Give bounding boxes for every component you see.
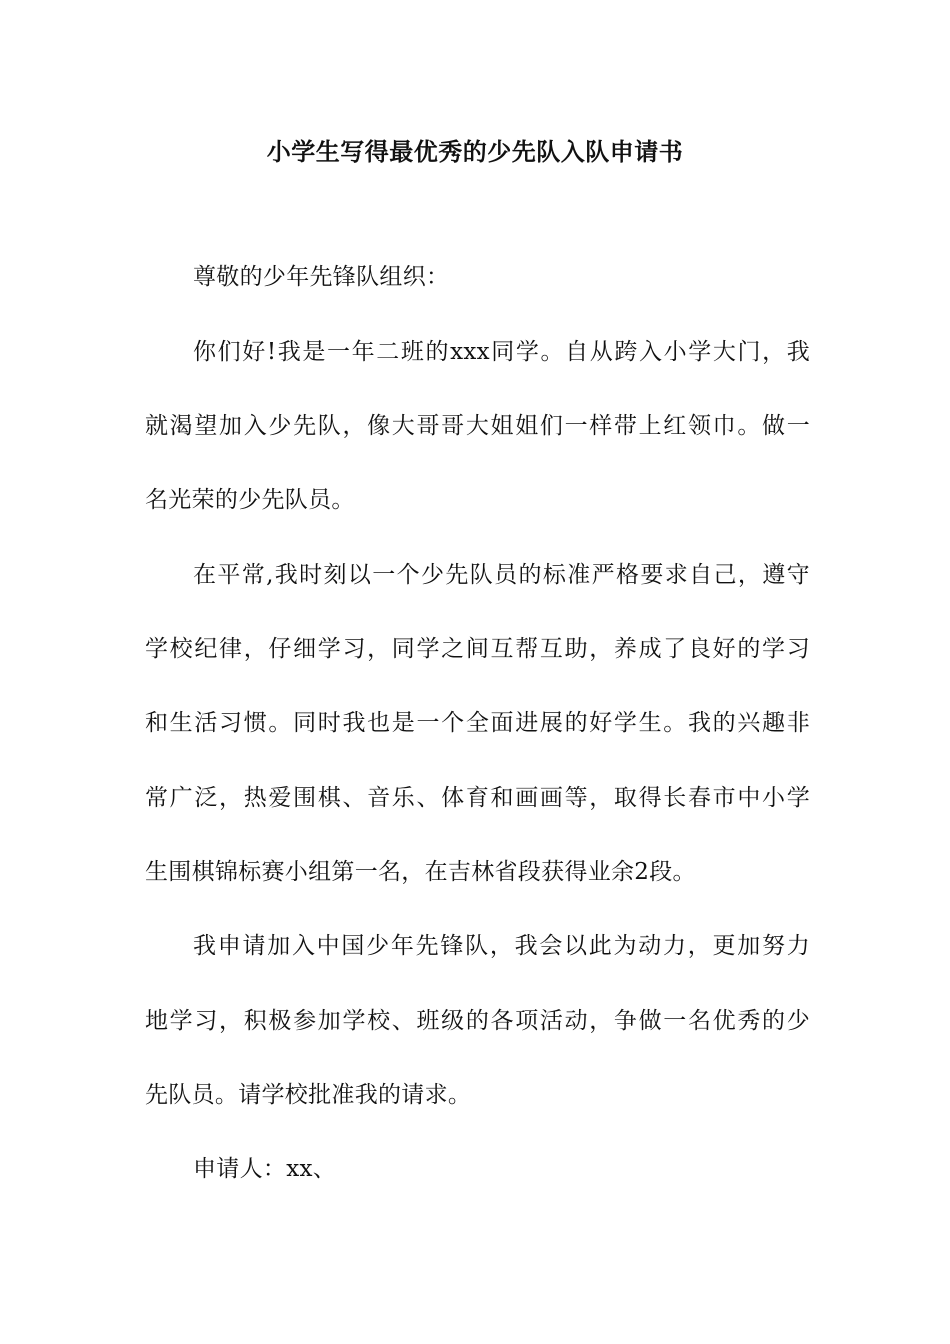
paragraph-1-line-2: 就渴望加入少先队，像大哥哥大姐姐们一样带上红领巾。做一 [145,413,810,439]
paragraph-3-line-2: 地学习，积极参加学校、班级的各项活动，争做一名优秀的少 [145,1008,810,1034]
salutation: 尊敬的少年先锋队组织： [193,264,450,290]
paragraph-2-line-3: 和生活习惯。同时我也是一个全面进展的好学生。我的兴趣非 [145,710,810,736]
paragraph-2-line-2: 学校纪律，仔细学习，同学之间互帮互助，养成了良好的学习 [145,636,810,662]
document-title: 小学生写得最优秀的少先队入队申请书 [266,138,684,166]
paragraph-1-line-3: 名光荣的少先队员。 [145,487,355,513]
paragraph-3-line-3: 先队员。请学校批准我的请求。 [145,1082,472,1108]
paragraph-3-line-1: 我申请加入中国少年先锋队，我会以此为动力，更加努力 [193,933,810,959]
paragraph-2-line-5: 生围棋锦标赛小组第一名，在吉林省段获得业余2段。 [145,859,696,885]
paragraph-2-line-4: 常广泛，热爱围棋、音乐、体育和画画等，取得长春市中小学 [145,785,810,811]
applicant-signature: 申请人：xx、 [193,1156,337,1182]
paragraph-1-line-1: 你们好!我是一年二班的xxx同学。自从跨入小学大门，我 [193,339,810,365]
paragraph-2-line-1: 在平常,我时刻以一个少先队员的标准严格要求自己，遵守 [193,562,810,588]
